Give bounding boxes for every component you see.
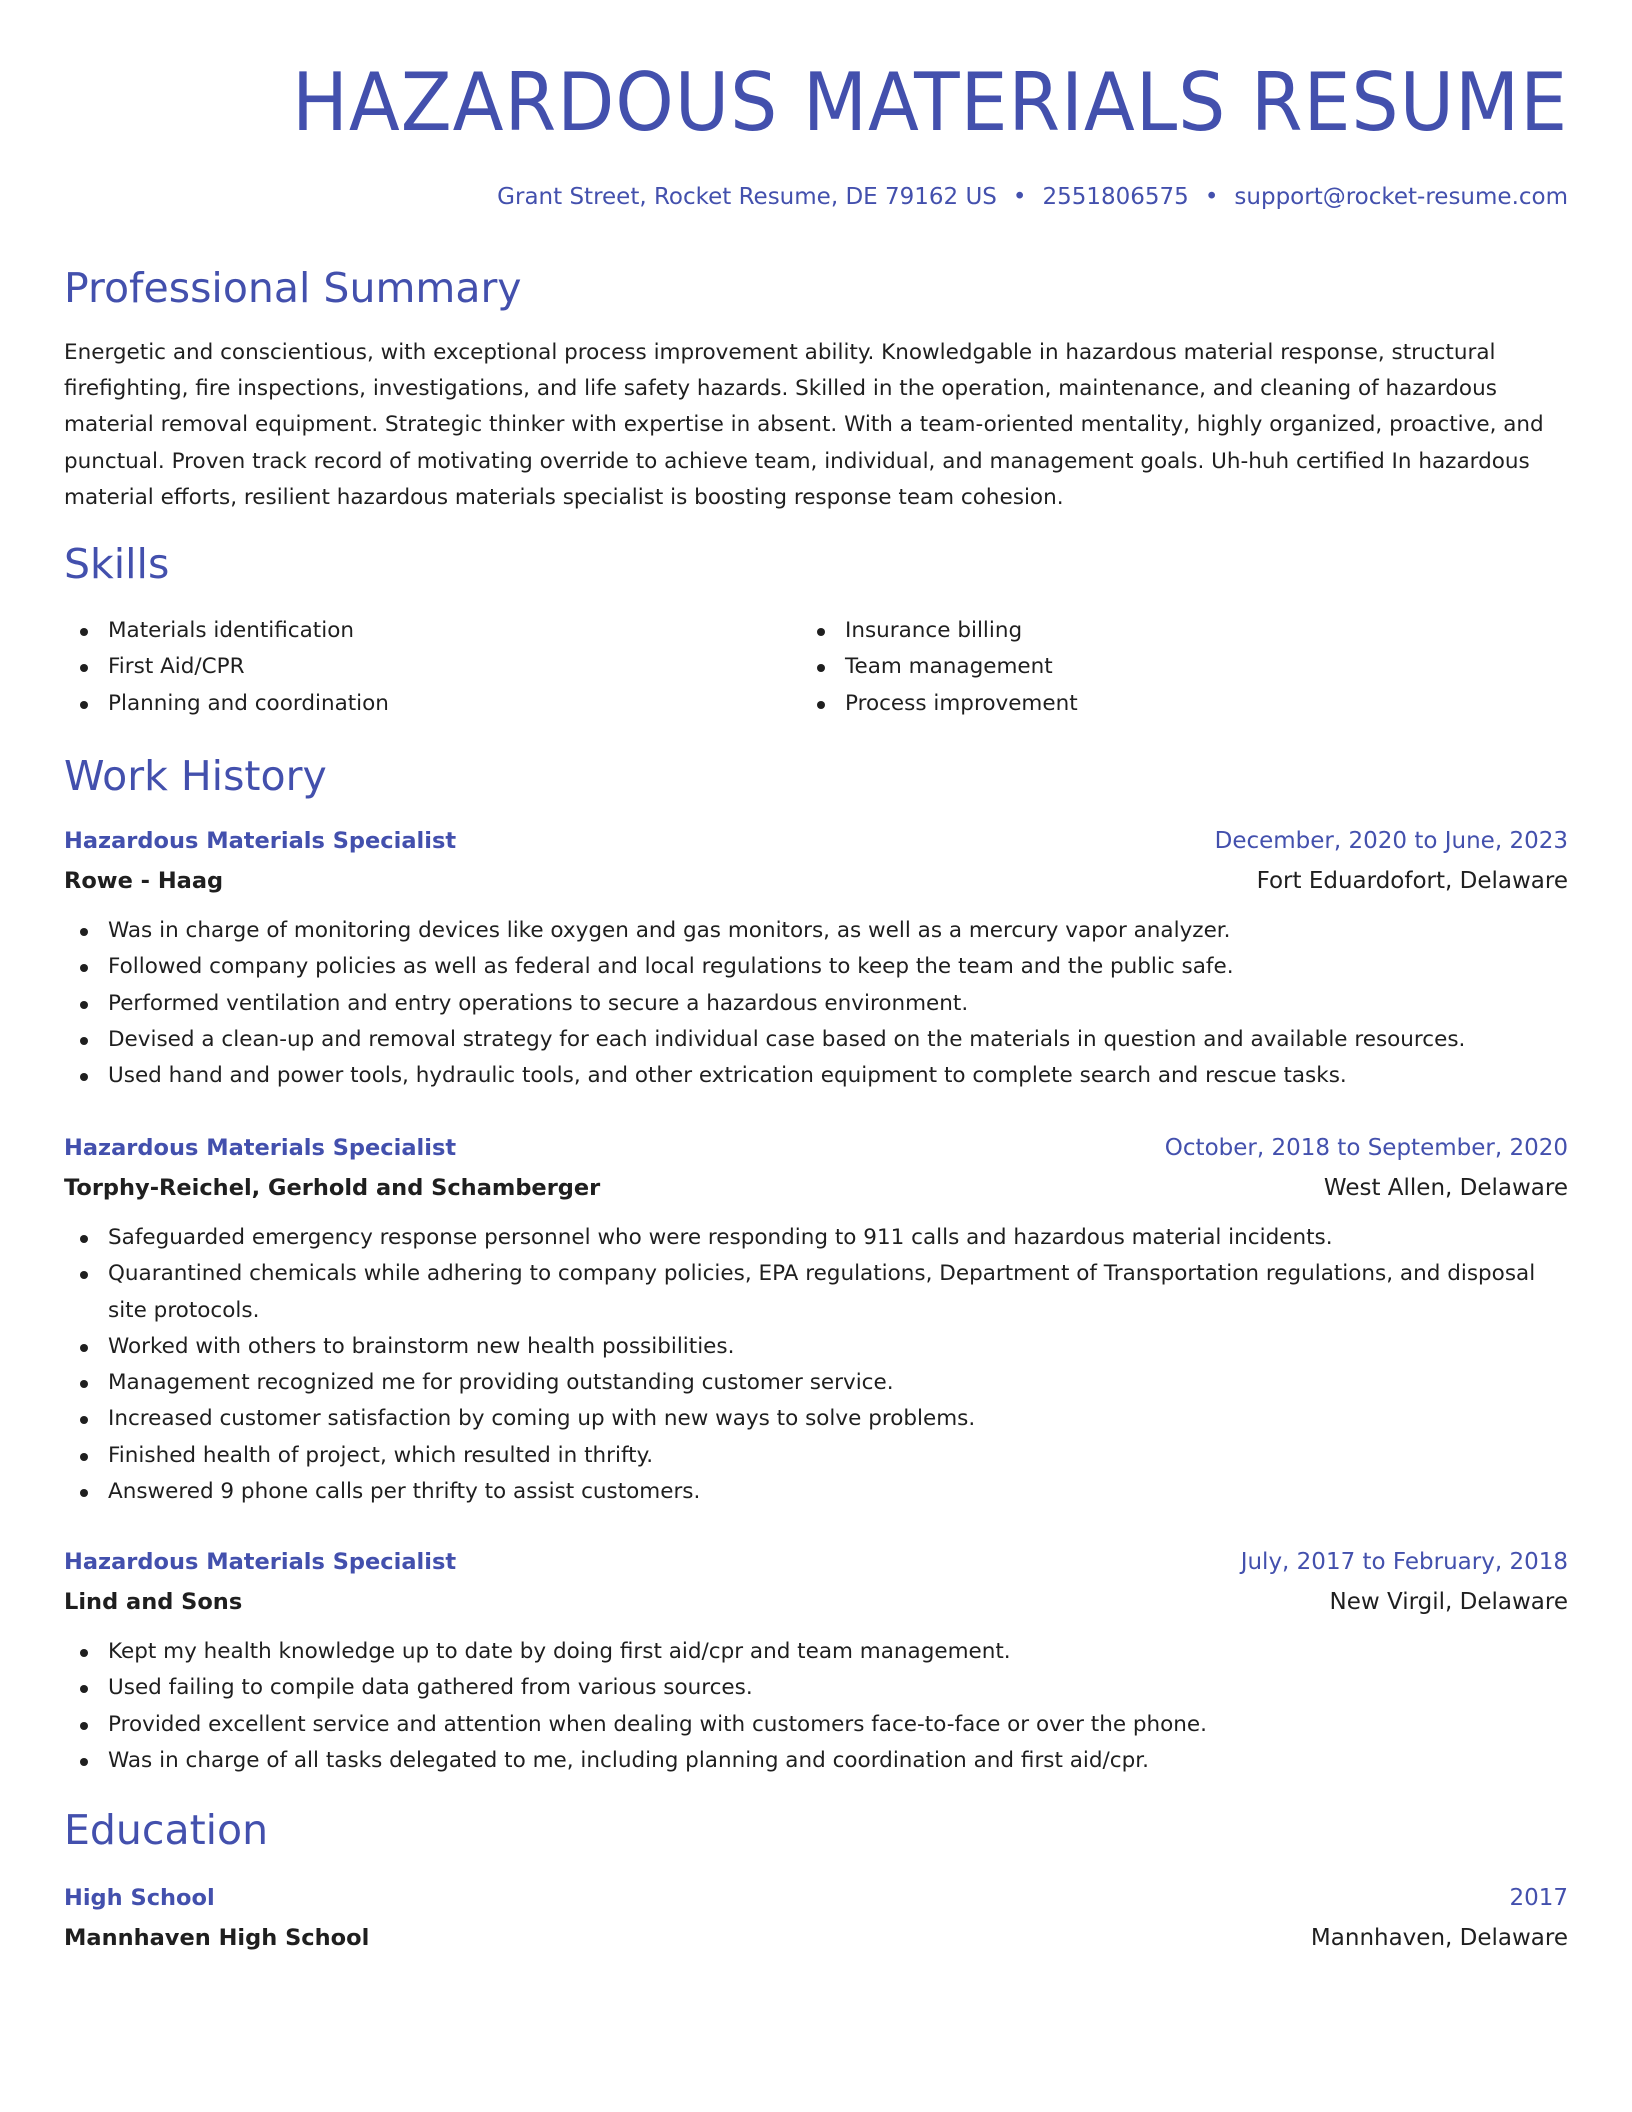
address: Grant Street, Rocket Resume, DE 79162 US — [497, 184, 997, 210]
skill-item: Planning and coordination — [64, 686, 764, 722]
graduation-year: 2017 — [1509, 1885, 1568, 1911]
skill-item: Team management — [801, 649, 1501, 685]
separator-dot: • — [1012, 184, 1027, 210]
company-name: Torphy-Reichel, Gerhold and Schamberger — [64, 1175, 601, 1201]
job-bullet: Finished health of project, which resulted in thrifty. — [64, 1438, 1568, 1474]
section-title-summary: Professional Summary — [64, 264, 522, 312]
job-bullet: Worked with others to brainstorm new health possibilities. — [64, 1329, 1568, 1365]
summary-text: Energetic and conscientious, with exceptional process improvement ability. Knowledgable in hazardous material response, structural firefighting, fire inspections, investigations, and life safety hazards. Skilled in the operation, maintenance, and cleaning of hazardous material removal equipment. Strategic thinker with expertise in absent. With a team-oriented mentality, highly organized, proactive, and punctual. Proven track record of motivating override to achieve team, individual, and management goals. Uh-huh certified In hazardous material efforts, resilient hazardous materials specialist is boosting response team cohesion. — [64, 340, 1544, 510]
skills-list-left — [64, 613, 764, 722]
section-title-education: Education — [64, 1806, 269, 1854]
resume-title: HAZARDOUS MATERIALS RESUME — [292, 56, 1568, 149]
job-title: Hazardous Materials Specialist — [64, 1135, 457, 1161]
job-bullets — [64, 1220, 1568, 1510]
job-location: Fort Eduardofort, Delaware — [1256, 868, 1568, 894]
job-title: Hazardous Materials Specialist — [64, 828, 457, 854]
job-entry — [64, 1128, 1568, 1510]
resume-page — [64, 0, 1568, 2112]
company-name: Rowe - Haag — [64, 868, 224, 894]
job-dates: October, 2018 to September, 2020 — [1164, 1135, 1568, 1161]
job-bullet: Was in charge of monitoring devices like oxygen and gas monitors, as well as a mercury vapor analyzer. — [64, 913, 1568, 949]
contact-line — [497, 180, 1568, 214]
skills-list-right — [801, 613, 1501, 722]
skill-item: Insurance billing — [801, 613, 1501, 649]
job-entry — [64, 1542, 1568, 1779]
job-bullets — [64, 1634, 1568, 1779]
job-bullet: Provided excellent service and attention when dealing with customers face-to-face or over the phone. — [64, 1707, 1568, 1743]
skill-item: Materials identification — [64, 613, 764, 649]
job-dates: December, 2020 to June, 2023 — [1214, 828, 1568, 854]
section-title-work-history: Work History — [64, 752, 327, 800]
job-location: New Virgil, Delaware — [1329, 1589, 1568, 1615]
job-bullet: Used failing to compile data gathered from various sources. — [64, 1670, 1568, 1706]
job-bullet: Quarantined chemicals while adhering to company policies, EPA regulations, Department of Transportation regulations, and disposal site protocols. — [64, 1256, 1568, 1329]
job-bullet: Devised a clean-up and removal strategy for each individual case based on the materials in question and available resources. — [64, 1022, 1568, 1058]
degree: High School — [64, 1885, 215, 1911]
job-dates: July, 2017 to February, 2018 — [1240, 1549, 1568, 1575]
education-entry — [64, 1878, 1568, 1958]
skill-item: First Aid/CPR — [64, 649, 764, 685]
job-bullet: Kept my health knowledge up to date by doing first aid/cpr and team management. — [64, 1634, 1568, 1670]
job-bullet: Answered 9 phone calls per thrifty to assist customers. — [64, 1474, 1568, 1510]
job-entry — [64, 821, 1568, 1094]
separator-dot: • — [1204, 184, 1219, 210]
skill-item: Process improvement — [801, 686, 1501, 722]
phone: 2551806575 — [1042, 184, 1189, 210]
job-title: Hazardous Materials Specialist — [64, 1549, 457, 1575]
job-bullet: Increased customer satisfaction by coming up with new ways to solve problems. — [64, 1401, 1568, 1437]
school-name: Mannhaven High School — [64, 1925, 370, 1951]
company-name: Lind and Sons — [64, 1589, 243, 1615]
email-link[interactable]: support@rocket-resume.com — [1234, 184, 1568, 210]
section-title-skills: Skills — [64, 540, 170, 588]
job-location: West Allen, Delaware — [1323, 1175, 1568, 1201]
school-location: Mannhaven, Delaware — [1310, 1925, 1568, 1951]
job-bullet: Used hand and power tools, hydraulic tools, and other extrication equipment to complete search and rescue tasks. — [64, 1058, 1568, 1094]
job-bullet: Safeguarded emergency response personnel who were responding to 911 calls and hazardous material incidents. — [64, 1220, 1568, 1256]
job-bullet: Followed company policies as well as federal and local regulations to keep the team and the public safe. — [64, 949, 1568, 985]
job-bullet: Performed ventilation and entry operations to secure a hazardous environment. — [64, 986, 1568, 1022]
job-bullet: Management recognized me for providing outstanding customer service. — [64, 1365, 1568, 1401]
job-bullets — [64, 913, 1568, 1094]
job-bullet: Was in charge of all tasks delegated to me, including planning and coordination and first aid/cpr. — [64, 1743, 1568, 1779]
